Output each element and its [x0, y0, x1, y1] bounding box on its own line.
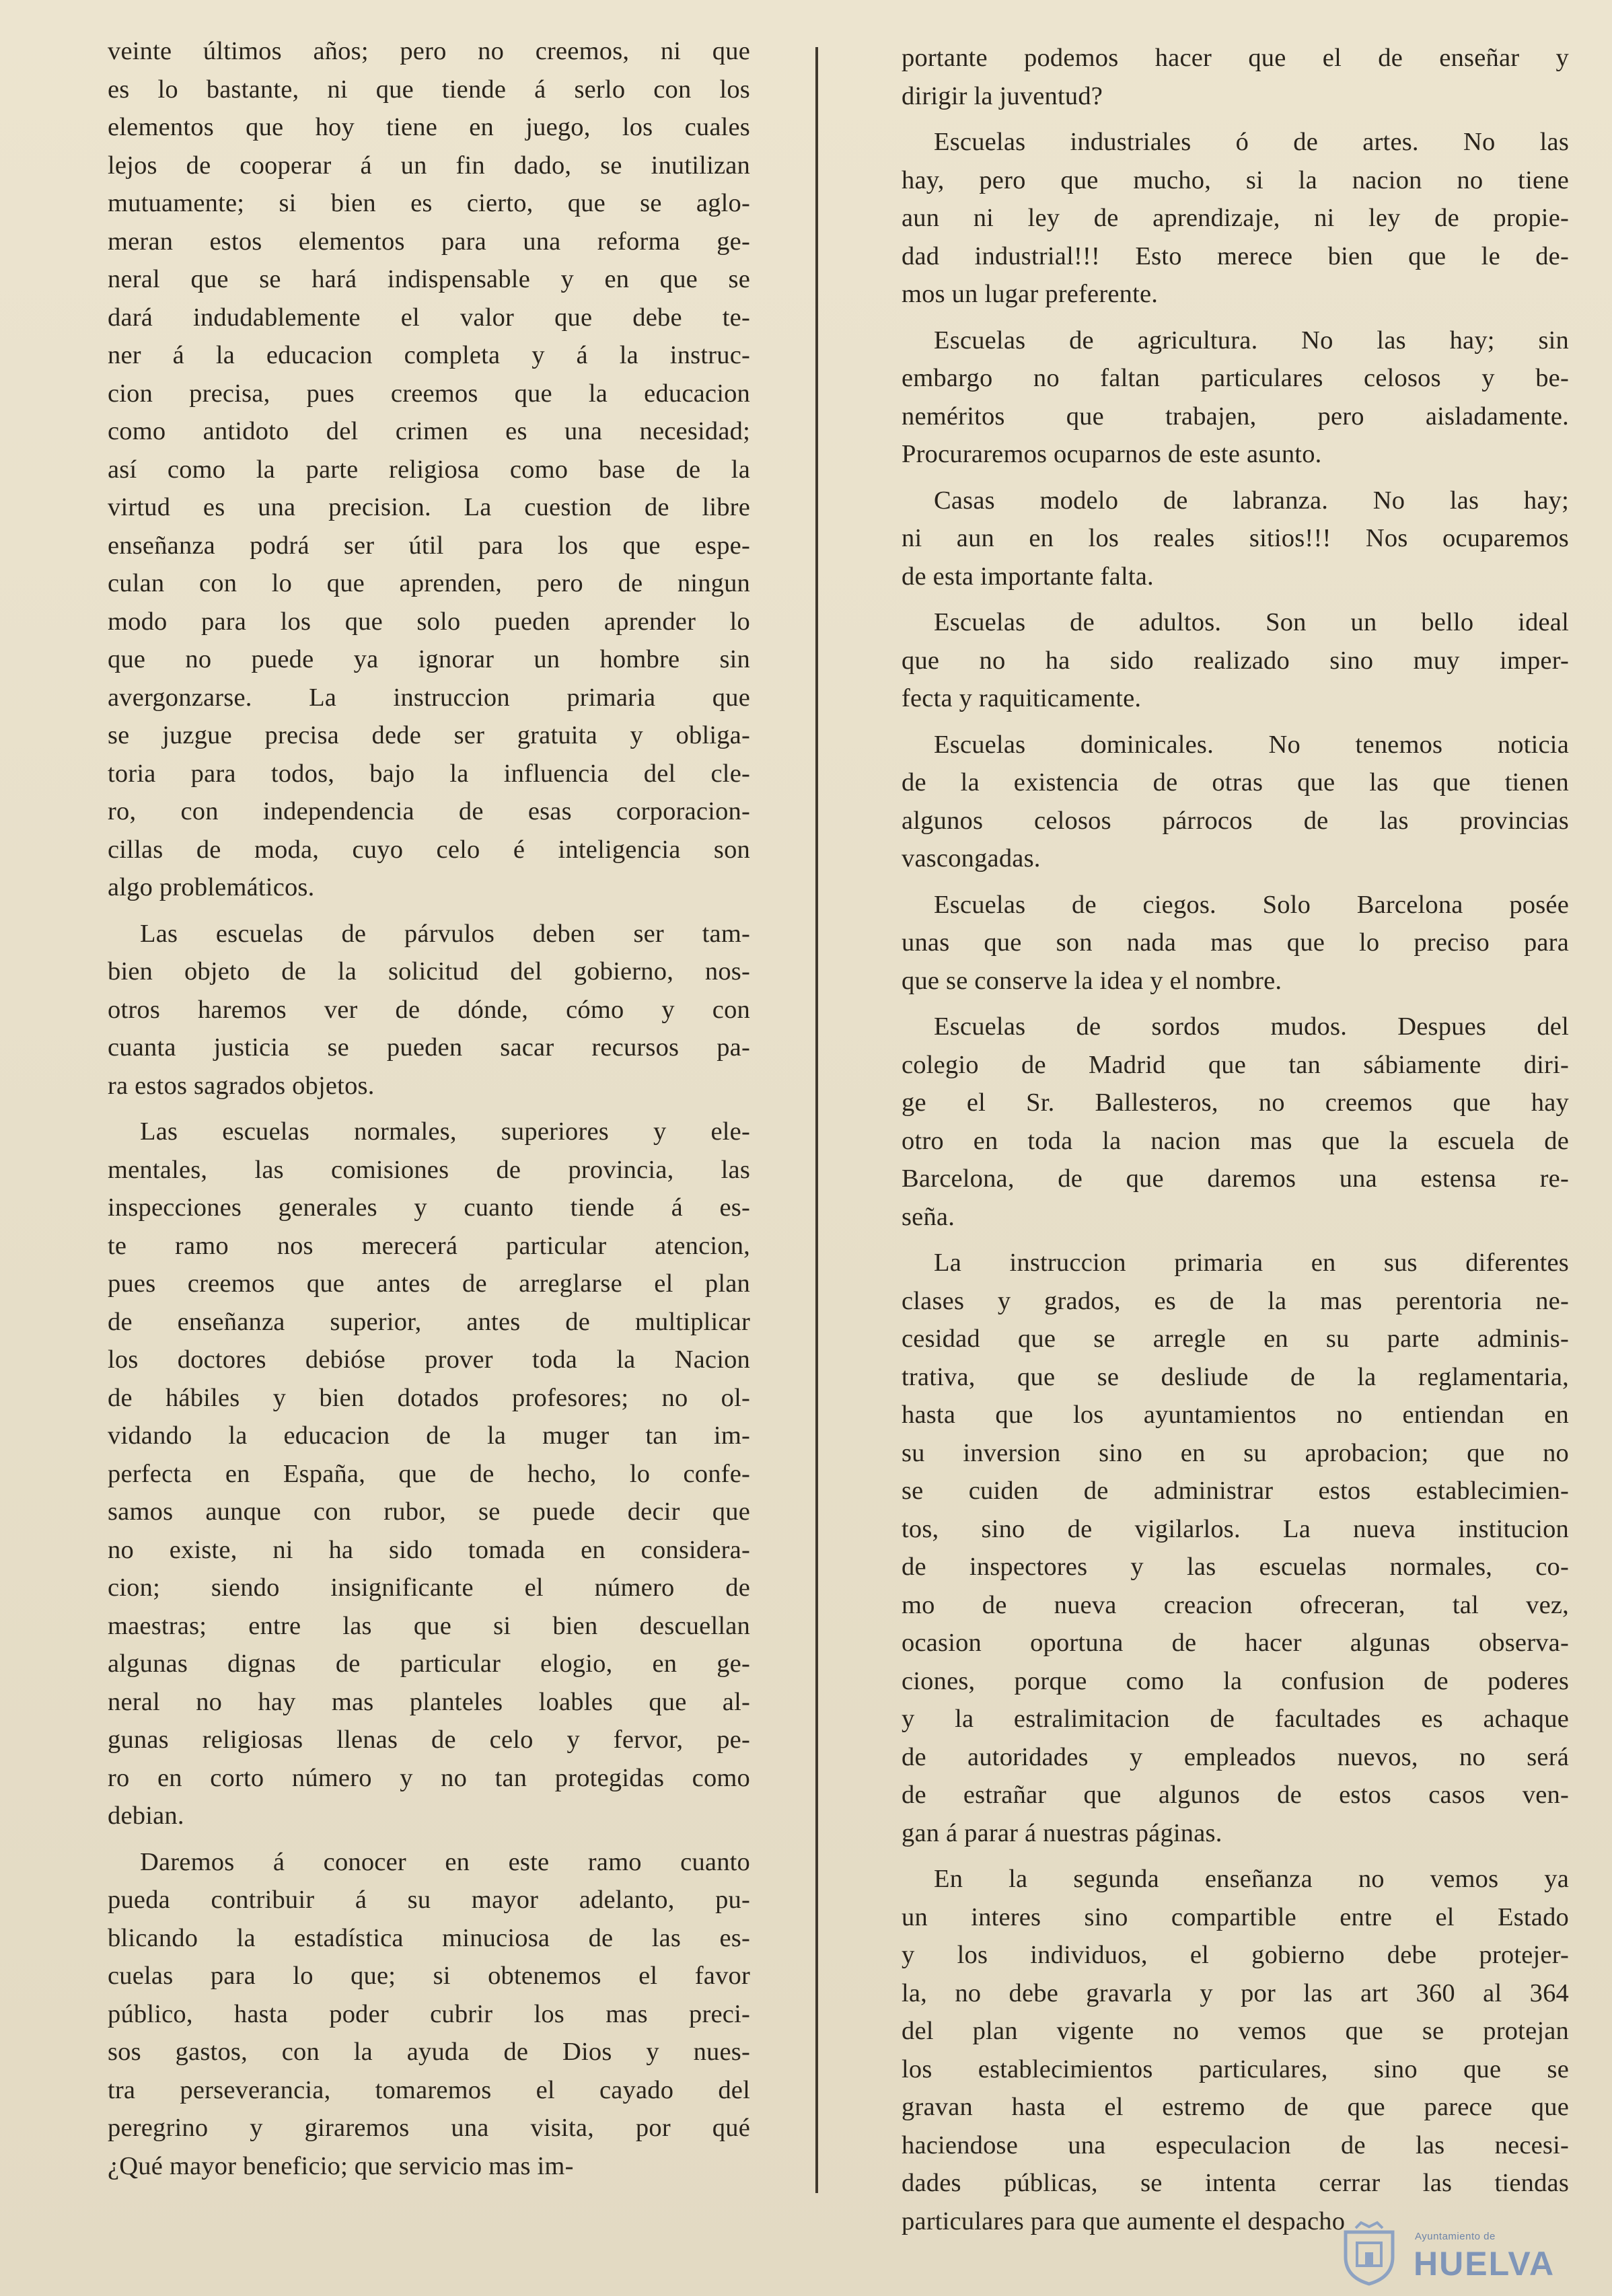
paragraph — [108, 1113, 750, 1835]
text-line: vascongadas. — [902, 844, 1041, 873]
text-line: Escuelas de adultos. Son un bello ideal — [934, 608, 1569, 636]
text-line: de hábiles y bien dotados profesores; no ol- — [108, 1383, 750, 1412]
text-line: ciones, porque como la confusion de poderes — [902, 1666, 1569, 1695]
text-line: elementos que hoy tiene en juego, los cuales — [108, 113, 750, 141]
text-line: enseñanza podrá ser útil para los que espe- — [108, 531, 750, 560]
text-line: Casas modelo de labranza. No las hay; — [934, 486, 1569, 515]
text-line: ge el Sr. Ballesteros, no creemos que hay — [902, 1088, 1569, 1117]
text-line: te ramo nos merecerá particular atencion, — [108, 1231, 750, 1260]
text-line: ra estos sagrados objetos. — [108, 1071, 375, 1100]
text-line: Daremos á conocer en este ramo cuanto — [140, 1847, 750, 1876]
text-line: pueda contribuir á su mayor adelanto, pu- — [108, 1886, 750, 1914]
text-line: dades públicas, se intenta cerrar las tiendas — [902, 2169, 1569, 2197]
text-line: cion precisa, pues creemos que la educacion — [108, 379, 750, 408]
paragraph — [902, 1860, 1569, 2240]
text-line: mutuamente; si bien es cierto, que se aglo- — [108, 189, 750, 217]
text-line: hay, pero que mucho, si la nacion no tiene — [902, 165, 1569, 194]
text-line: Escuelas de sordos mudos. Despues del — [934, 1012, 1569, 1041]
text-line: ro, con independencia de esas corporacion- — [108, 797, 750, 825]
text-line: meran estos elementos para una reforma ge- — [108, 227, 750, 256]
text-line: colegio de Madrid que tan sábiamente diri- — [902, 1050, 1569, 1079]
text-line: maestras; entre las que si bien descuellan — [108, 1611, 750, 1640]
text-line: Escuelas industriales ó de artes. No las — [934, 128, 1569, 156]
text-line: no existe, ni ha sido tomada en considera- — [108, 1535, 750, 1564]
text-line: así como la parte religiosa como base de la — [108, 455, 750, 484]
paragraph — [902, 39, 1569, 115]
text-line: Las escuelas normales, superiores y ele- — [140, 1117, 750, 1146]
text-line: gravan hasta el estremo de que parece que — [902, 2093, 1569, 2121]
text-line: sos gastos, con la ayuda de Dios y nues- — [108, 2038, 750, 2066]
paragraph — [108, 1843, 750, 2186]
paragraph — [902, 603, 1569, 718]
text-line: Escuelas de ciegos. Solo Barcelona posée — [934, 890, 1569, 919]
text-line: culan con lo que aprenden, pero de ningun — [108, 569, 750, 597]
text-line: la, no debe gravarla y por las art 360 al 364 — [902, 1978, 1569, 2007]
text-line: neral que se hará indispensable y en que se — [108, 265, 750, 293]
text-line: tra perseverancia, tomaremos el cayado del — [108, 2075, 750, 2104]
text-line: que no puede ya ignorar un hombre sin — [108, 645, 750, 673]
text-line: otros haremos ver de dónde, cómo y con — [108, 995, 750, 1024]
text-line: ro en corto número y no tan protegidas como — [108, 1763, 750, 1792]
text-line: fecta y raquiticamente. — [902, 684, 1142, 712]
text-line: se cuiden de administrar estos establecimien- — [902, 1477, 1569, 1505]
text-line: su inversion sino en su aprobacion; que no — [902, 1438, 1569, 1467]
text-line: clases y grados, es de la mas perentoria ne- — [902, 1286, 1569, 1315]
text-line: veinte últimos años; pero no creemos, ni que — [108, 37, 750, 65]
text-line: Las escuelas de párvulos deben ser tam- — [140, 919, 750, 948]
text-line: gan á parar á nuestras páginas. — [902, 1818, 1222, 1847]
text-line: de estrañar que algunos de estos casos ven- — [902, 1781, 1569, 1809]
text-line: ocasion oportuna de hacer algunas observa- — [902, 1629, 1569, 1657]
text-line: algo problemáticos. — [108, 873, 315, 901]
text-line: ni aun en los reales sitios!!! Nos ocuparemos — [902, 524, 1569, 552]
text-line: un interes sino compartible entre el Estado — [902, 1902, 1569, 1931]
text-line: inspecciones generales y cuanto tiende á es- — [108, 1193, 750, 1222]
text-line: cillas de moda, cuyo celo é inteligencia son — [108, 835, 750, 864]
archive-watermark — [1335, 2220, 1564, 2287]
text-line: Escuelas de agricultura. No las hay; sin — [934, 326, 1569, 355]
text-line: avergonzarse. La instruccion primaria que — [108, 683, 750, 712]
text-line: que no ha sido realizado sino muy imper- — [902, 646, 1569, 675]
text-line: los doctores debióse prover toda la Nacion — [108, 1345, 750, 1374]
paragraph — [902, 322, 1569, 474]
text-line: de esta importante falta. — [902, 562, 1154, 591]
text-line: lejos de cooperar á un fin dado, se inutilizan — [108, 151, 750, 180]
text-line: de autoridades y empleados nuevos, no será — [902, 1742, 1569, 1771]
text-line: gunas religiosas llenas de celo y fervor, pe- — [108, 1726, 750, 1754]
paragraph — [902, 1008, 1569, 1236]
watermark-big-text: HUELVA — [1414, 2245, 1555, 2283]
text-line: como antidoto del crimen es una necesidad; — [108, 417, 750, 445]
left-column — [108, 32, 750, 2185]
text-line: modo para los que solo pueden aprender lo — [108, 607, 750, 636]
text-line: dará indudablemente el valor que debe te- — [108, 303, 750, 332]
text-line: seña. — [902, 1202, 955, 1231]
text-line: es lo bastante, ni que tiende á serlo con los — [108, 75, 750, 104]
text-line: neméritos que trabajen, pero aisladamente. — [902, 402, 1569, 431]
text-line: cuelas para lo que; si obtenemos el favor — [108, 1962, 750, 1990]
text-line: Escuelas dominicales. No tenemos noticia — [934, 730, 1569, 759]
text-line: blicando la estadística minuciosa de las es- — [108, 1923, 750, 1952]
watermark-small-text: Ayuntamiento de — [1415, 2231, 1496, 2242]
text-line: bien objeto de la solicitud del gobierno, nos- — [108, 957, 750, 986]
text-line: debian. — [108, 1802, 184, 1830]
text-line: y los individuos, el gobierno debe protejer- — [902, 1941, 1569, 1969]
text-line: pues creemos que antes de arreglarse el plan — [108, 1269, 750, 1298]
text-line: del plan vigente no vemos que se protejan — [902, 2017, 1569, 2045]
text-line: cuanta justicia se pueden sacar recursos pa- — [108, 1033, 750, 1062]
text-line: haciendose una especulacion de las necesi- — [902, 2131, 1569, 2159]
text-line: mos un lugar preferente. — [902, 280, 1159, 308]
text-line: algunos celosos párrocos de las provincias — [902, 806, 1569, 835]
text-line: perfecta en España, que de hecho, lo confe- — [108, 1459, 750, 1488]
text-line: de enseñanza superior, antes de multiplicar — [108, 1307, 750, 1336]
text-line: se juzgue precisa dede ser gratuita y obliga- — [108, 721, 750, 749]
right-column — [902, 39, 1569, 2240]
text-line: algunas dignas de particular elogio, en ge- — [108, 1650, 750, 1678]
text-line: público, hasta poder cubrir los mas preci- — [108, 1999, 750, 2028]
text-line: En la segunda enseñanza no vemos ya — [934, 1865, 1569, 1893]
text-line: otro en toda la nacion mas que la escuela de — [902, 1126, 1569, 1155]
text-line: unas que son nada mas que lo preciso para — [902, 928, 1569, 957]
text-line: virtud es una precision. La cuestion de libre — [108, 493, 750, 521]
text-line: aun ni ley de aprendizaje, ni ley de propie- — [902, 204, 1569, 232]
text-line: tos, sino de vigilarlos. La nueva institucion — [902, 1514, 1569, 1543]
text-line: ner á la educacion completa y á la instruc- — [108, 341, 750, 369]
huelva-seal-icon — [1335, 2220, 1403, 2287]
text-line: La instruccion primaria en sus diferentes — [934, 1249, 1569, 1277]
text-line: cion; siendo insignificante el número de — [108, 1573, 750, 1602]
text-line: samos aunque con rubor, se puede decir que — [108, 1497, 750, 1526]
text-line: embargo no faltan particulares celosos y be- — [902, 364, 1569, 392]
paragraph — [108, 915, 750, 1105]
paragraph — [108, 32, 750, 907]
text-line: vidando la educacion de la muger tan im- — [108, 1421, 750, 1450]
paragraph — [902, 886, 1569, 1000]
text-line: de inspectores y las escuelas normales, co- — [902, 1553, 1569, 1581]
text-line: mentales, las comisiones de provincia, las — [108, 1155, 750, 1184]
text-line: mo de nueva creacion ofreceran, tal vez, — [902, 1590, 1569, 1619]
paragraph — [902, 726, 1569, 878]
text-line: los establecimientos particulares, sino que se — [902, 2054, 1569, 2083]
text-line: cesidad que se arregle en su parte adminis- — [902, 1325, 1569, 1353]
paragraph — [902, 123, 1569, 313]
text-line: dad industrial!!! Esto merece bien que le de- — [902, 242, 1569, 270]
text-line: peregrino y giraremos una visita, por qué — [108, 2114, 750, 2142]
text-line: neral no hay mas planteles loables que al- — [108, 1687, 750, 1716]
text-line: de la existencia de otras que las que tienen — [902, 768, 1569, 797]
text-line: particulares para que aumente el despacho — [902, 2207, 1346, 2235]
text-line: hasta que los ayuntamientos no entiendan en — [902, 1401, 1569, 1429]
text-line: Barcelona, de que daremos una estensa re- — [902, 1164, 1569, 1193]
text-line: toria para todos, bajo la influencia del cle- — [108, 759, 750, 788]
text-line: trativa, que se desliude de la reglamentaria, — [902, 1362, 1569, 1391]
paragraph — [902, 482, 1569, 596]
text-line: ¿Qué mayor beneficio; que servicio mas im- — [108, 2151, 574, 2180]
text-line: que se conserve la idea y el nombre. — [902, 966, 1282, 995]
column-divider — [815, 47, 818, 2193]
text-line: portante podemos hacer que el de enseñar y — [902, 44, 1569, 72]
paragraph — [902, 1244, 1569, 1852]
text-line: Procuraremos ocuparnos de este asunto. — [902, 440, 1322, 468]
text-line: y la estralimitacion de facultades es achaque — [902, 1705, 1569, 1733]
text-line: dirigir la juventud? — [902, 81, 1103, 110]
